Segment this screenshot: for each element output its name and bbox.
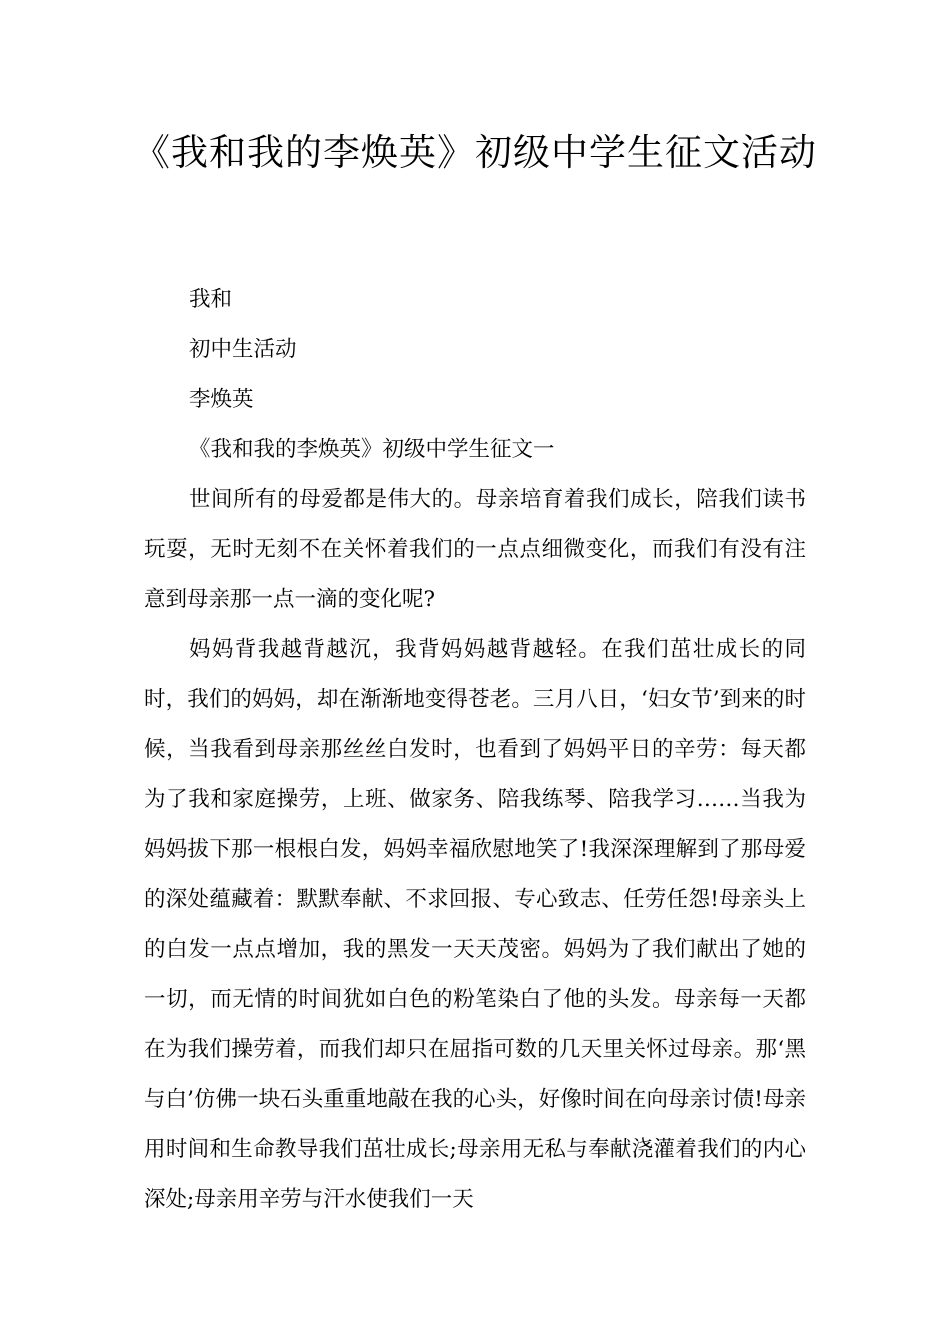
document-title: 《我和我的李焕英》初级中学生征文活动 xyxy=(133,131,817,174)
document-body xyxy=(144,275,806,1225)
paragraph-heading-2: 初中生活动 xyxy=(189,337,297,362)
paragraph-intro: 世间所有的母爱都是伟大的。母亲培育着我们成长，陪我们读书玩耍，无时无刻不在关怀着我们的一点点细微变化，而我们有没有注意到母亲那一点一滴的变化呢? xyxy=(144,487,806,612)
paragraph-main: 妈妈背我越背越沉，我背妈妈越背越轻。在我们茁壮成长的同时，我们的妈妈，却在渐渐地变得苍老。三月八日，‘妇女节’到来的时候，当我看到母亲那丝丝白发时，也看到了妈妈平日的辛劳：每天都为了我和家庭操劳，上班、做家务、陪我练琴、陪我学习……当我为妈妈拔下那一根根白发，妈妈幸福欣慰地笑了!我深深理解到了那母爱的深处蕴藏着：默默奉献、不求回报、专心致志、任劳任怨!母亲头上的白发一点点增加，我的黑发一天天茂密。妈妈为了我们献出了她的一切，而无情的时间犹如白色的粉笔染白了他的头发。母亲每一天都在为我们操劳着，而我们却只在屈指可数的几天里关怀过母亲。那‘黑与白’仿佛一块石头重重地敲在我的心头，好像时间在向母亲讨债!母亲用时间和生命教导我们茁壮成长;母亲用无私与奉献浇灌着我们的内心深处;母亲用辛劳与汗水使我们一天 xyxy=(144,637,806,1212)
paragraph-heading-3: 李焕英 xyxy=(189,387,254,412)
paragraph-heading-1: 我和 xyxy=(189,287,233,312)
paragraph-subtitle: 《我和我的李焕英》初级中学生征文一 xyxy=(189,437,555,462)
